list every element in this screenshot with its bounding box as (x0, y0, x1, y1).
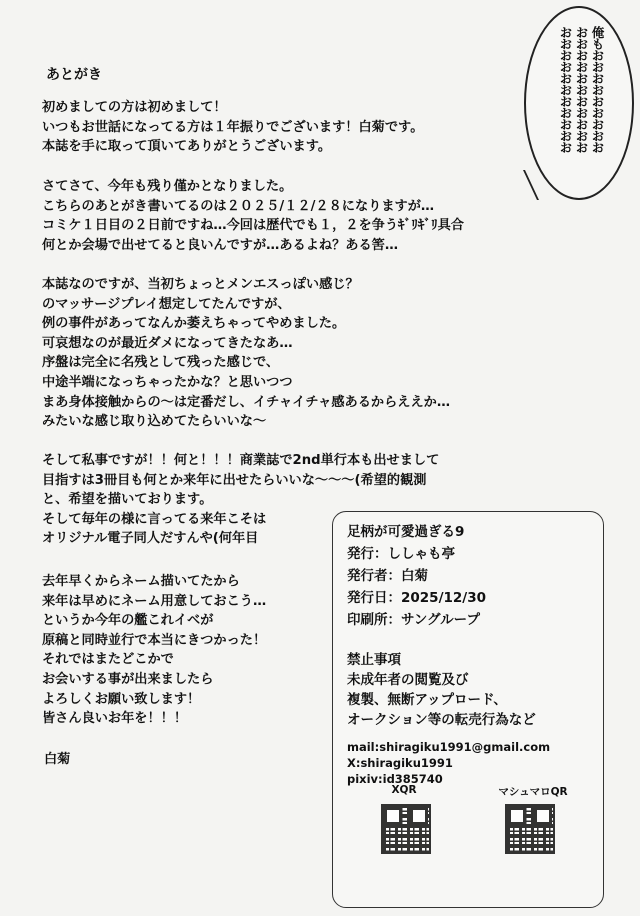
text-line: 可哀想なのが最近ダメになってきたなあ… (42, 335, 293, 351)
text-line: まあ身体接触からの〜は定番だし、イチャイチャ感あるからええか… (42, 394, 451, 410)
paragraph-closing (42, 572, 266, 729)
paragraph-greeting (42, 98, 423, 157)
vertical-text-column: おおおおおおおおおおお (558, 26, 573, 153)
paragraph-schedule (42, 177, 464, 255)
marshmallow-qr-code-icon[interactable] (505, 804, 555, 854)
prohibited-heading: 禁止事項 (347, 652, 401, 668)
text-line: そして私事ですが！！何と！！！商業誌で2nd単行本も出せまして (42, 453, 440, 468)
text-line: それではまたどこかで (42, 652, 174, 668)
circle-name: 発行：ししゃも亭 (347, 546, 455, 562)
contact-pixiv: pixiv:id385740 (347, 772, 443, 786)
x-qr-code-icon[interactable] (381, 804, 431, 854)
prohibited-line: オークション等の転売行為など (347, 712, 536, 728)
contact-mail: mail:shiragiku1991@gmail.com (347, 740, 551, 754)
vertical-text-column: おおおおおおおおおおお (574, 26, 589, 153)
text-line: そして毎年の様に言ってる来年こそは (42, 511, 267, 527)
printer-name: 印刷所：サングループ (347, 612, 480, 628)
text-line: オリジナル電子同人だすんや(何年目 (42, 531, 259, 547)
author-name: 発行者：白菊 (347, 568, 428, 584)
marshmallow-qr-label: マシュマロQR (498, 786, 568, 798)
text-line: 何とか会場で出せてると良いんですが…あるよね？ある筈… (42, 237, 399, 253)
book-title: 足柄が可愛過ぎる9 (347, 524, 465, 540)
publish-date: 発行日：2025/12/30 (347, 590, 487, 606)
text-line: 本誌を手に取って頂いてありがとうございます。 (42, 139, 332, 155)
text-line: 去年早くからネーム描いてたから (42, 574, 240, 589)
prohibited-line: 複製、無断アップロード、 (347, 692, 507, 708)
text-line: 本誌なのですが、当初ちょっとメンエスっぽい感じ？ (42, 277, 359, 292)
paragraph-content (42, 275, 450, 432)
text-line: よろしくお願い致します！ (42, 691, 201, 707)
text-line: のマッサージプレイ想定してたんですが、 (42, 296, 291, 312)
speech-bubble-text (558, 26, 604, 153)
text-line: いつもお世話になってる方は１年振りでございます！白菊です。 (42, 119, 424, 135)
text-line: 来年は早めにネーム用意しておこう… (42, 593, 267, 609)
text-line: みたいな感じ取り込めてたらいいな〜 (42, 414, 267, 430)
afterword-heading: あとがき (46, 67, 102, 83)
text-line: お会いする事が出来ましたら (42, 671, 214, 687)
text-line: コミケ１日目の２日前ですね…今回は歴代でも１，２を争うｷﾞﾘｷﾞﾘ具合 (42, 218, 464, 234)
contact-x: X:shiragiku1991 (347, 756, 453, 770)
text-line: こちらのあとがき書いてるのは２０２５/１２/２８になりますが… (42, 198, 435, 214)
vertical-text-column: 俺もおおおおおおおおお (590, 26, 605, 153)
prohibited-line: 未成年者の閲覧及び (347, 672, 469, 688)
text-line: 序盤は完全に名残として残った感じで、 (42, 355, 280, 371)
text-line: 初めましての方は初めまして！ (42, 100, 227, 115)
text-line: 中途半端になっちゃったかな？と思いつつ (42, 374, 293, 390)
signature: 白菊 (44, 752, 71, 767)
text-line: と、希望を描いております。 (42, 492, 213, 508)
x-qr-label: XQR (391, 784, 417, 796)
colophon-box (332, 511, 604, 908)
text-line: 例の事件があってなんか萎えちゃってやめました。 (42, 316, 346, 332)
text-line: さてさて、今年も残り僅かとなりました。 (42, 179, 293, 194)
text-line: というか今年の艦これイベが (42, 613, 214, 629)
text-line: 原稿と同時並行で本当にきつかった！ (42, 632, 267, 648)
text-line: 目指すは3冊目も何とか来年に出せたらいいな〜〜〜(希望的観測 (42, 472, 427, 488)
text-line: 皆さん良いお年を！！！ (42, 711, 188, 727)
